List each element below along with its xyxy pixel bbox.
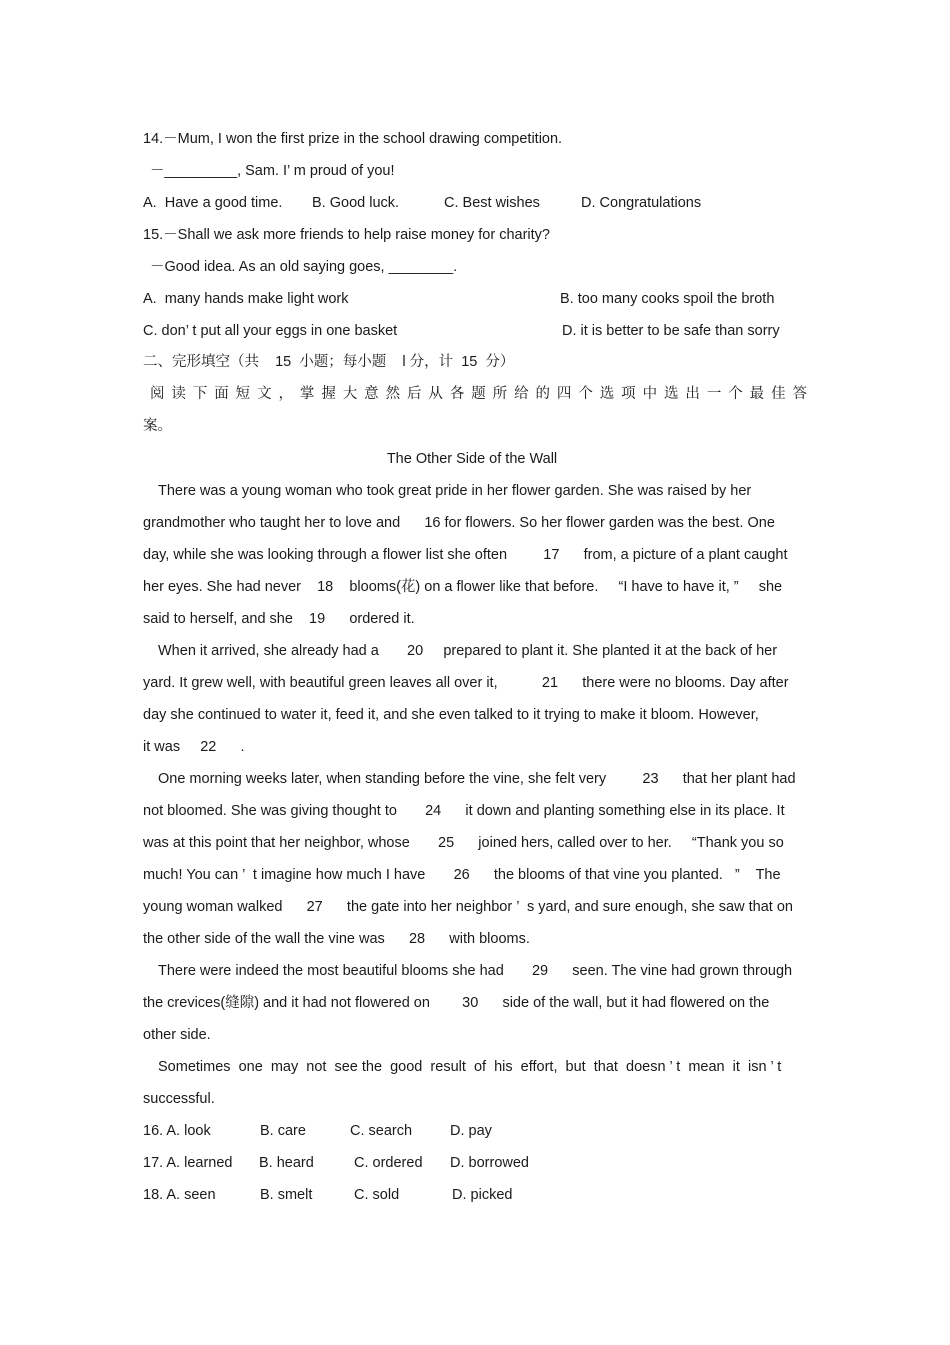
- passage-line: There was a young woman who took great pride in her flower garden. She was raised by her: [158, 483, 752, 499]
- q14-option-b: B. Good luck.: [312, 195, 400, 211]
- passage-line: One morning weeks later, when standing before the vine, she felt very 23 that her plant had: [158, 771, 796, 787]
- passage-line: not bloomed. She was giving thought to 24 it down and planting something else in its place. It: [143, 803, 785, 819]
- q15-option-a: A. many hands make light work: [143, 291, 349, 307]
- q14-option-a: A. Have a good time.: [143, 195, 283, 211]
- passage-line: day she continued to water it, feed it, and she even talked to it trying to make it bloom. However,: [143, 707, 759, 723]
- passage-line: the crevices(缝隙) and it had not flowered on 30 side of the wall, but it had flowered on the: [143, 995, 770, 1011]
- passage-line: her eyes. She had never 18 blooms(花) on a flower like that before. “I have to have it, ” she: [143, 579, 783, 595]
- q15-option-b: B. too many cooks spoil the broth: [560, 291, 775, 307]
- passage-line: much! You can ’ t imagine how much I have 26 the blooms of that vine you planted. ” The: [143, 867, 781, 883]
- answer-16-c: C. search: [350, 1123, 413, 1139]
- answer-16-b: B. care: [260, 1123, 306, 1139]
- passage-line: When it arrived, she already had a 20 prepared to plant it. She planted it at the back of her: [158, 643, 778, 659]
- passage-line: grandmother who taught her to love and 16 for flowers. So her flower garden was the best. One: [143, 515, 775, 531]
- answer-17-a: 17. A. learned: [143, 1155, 233, 1171]
- q14-option-d: D. Congratulations: [581, 195, 702, 211]
- passage-line: it was 22 .: [143, 739, 245, 755]
- passage-line: the other side of the wall the vine was 28 with blooms.: [143, 931, 530, 947]
- passage-title: The Other Side of the Wall: [386, 451, 558, 467]
- answer-17-c: C. ordered: [354, 1155, 423, 1171]
- section-instruction-end: 案。: [143, 418, 172, 434]
- passage-line: was at this point that her neighbor, whose 25 joined hers, called over to her. “Thank you so: [143, 835, 784, 851]
- answer-18-a: 18. A. seen: [143, 1187, 216, 1203]
- passage-line: Sometimes one may not see the good result of his effort, but that doesn ’ t mean it isn ’ t: [158, 1059, 782, 1075]
- q15-question: 15.－Shall we ask more friends to help raise money for charity?: [143, 227, 550, 243]
- passage-line: other side.: [143, 1027, 211, 1043]
- answer-17-d: D. borrowed: [450, 1155, 529, 1171]
- q14-option-c: C. Best wishes: [444, 195, 540, 211]
- section-instruction: 阅 读 下 面 短 文 ， 掌 握 大 意 然 后 从 各 题 所 给 的 四 个 选 项 中 选 出 一 个 最 佳 答: [150, 386, 807, 402]
- q15-option-c: C. don’ t put all your eggs in one basket: [143, 323, 398, 339]
- answer-18-b: B. smelt: [260, 1187, 313, 1203]
- answer-17-b: B. heard: [259, 1155, 314, 1171]
- passage-line: day, while she was looking through a flower list she often 17 from, a picture of a plant caught: [143, 547, 788, 563]
- passage-line: young woman walked 27 the gate into her neighbor ’ s yard, and sure enough, she saw that on: [143, 899, 793, 915]
- q14-question: 14.－Mum, I won the first prize in the school drawing competition.: [143, 131, 563, 147]
- answer-16-d: D. pay: [450, 1123, 492, 1139]
- q15-reply: －Good idea. As an old saying goes, ________.: [150, 259, 458, 275]
- q15-option-d: D. it is better to be safe than sorry: [562, 323, 780, 339]
- passage-line: yard. It grew well, with beautiful green leaves all over it, 21 there were no blooms. Day after: [143, 675, 789, 691]
- section-heading: 二、完形填空（共 15 小题；每小题 l 分，计 15 分）: [143, 354, 515, 370]
- passage-line: There were indeed the most beautiful blooms she had 29 seen. The vine had grown through: [158, 963, 793, 979]
- passage-line: said to herself, and she 19 ordered it.: [143, 611, 415, 627]
- answer-18-c: C. sold: [354, 1187, 400, 1203]
- answer-18-d: D. picked: [452, 1187, 513, 1203]
- q14-reply: －_________, Sam. I’ m proud of you!: [150, 163, 395, 179]
- answer-16-a: 16. A. look: [143, 1123, 211, 1139]
- passage-line: successful.: [143, 1091, 215, 1107]
